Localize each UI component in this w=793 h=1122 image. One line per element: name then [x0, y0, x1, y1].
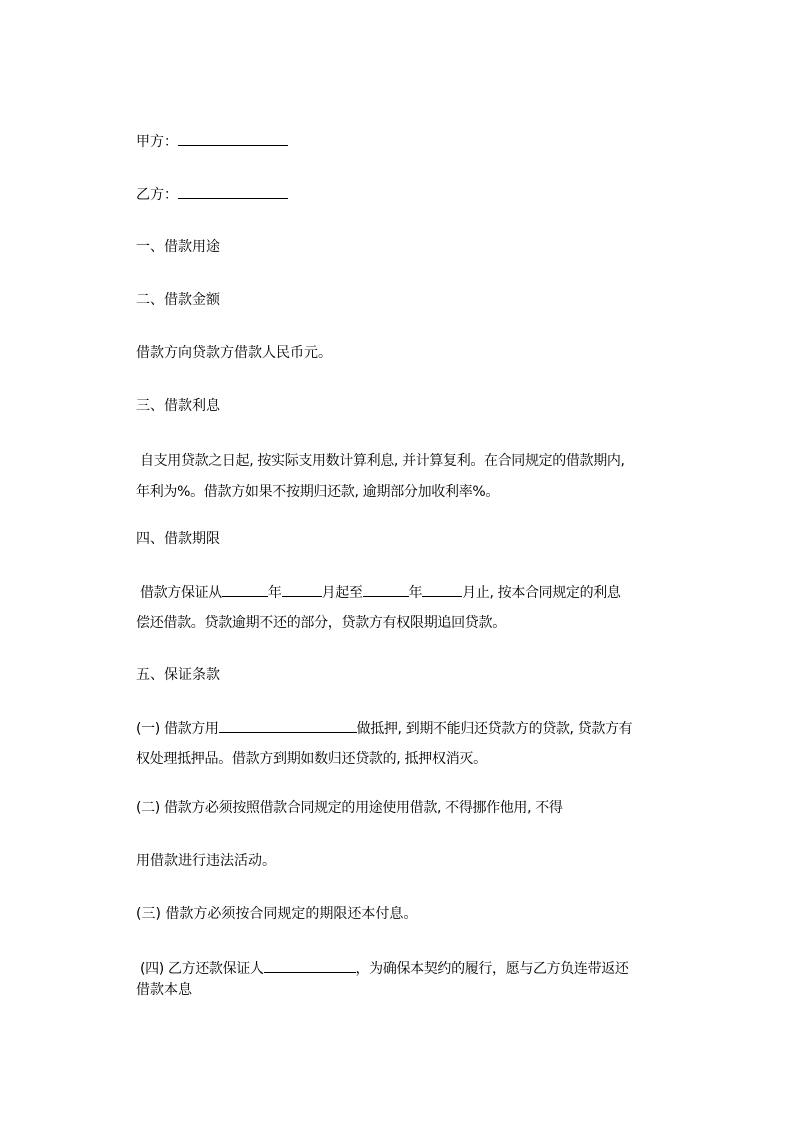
party-a-blank[interactable]: [178, 131, 288, 146]
section-2-heading: 二、借款金额: [136, 292, 220, 308]
year-char-2: 年: [408, 585, 423, 601]
section-4-line-2: 偿还借款。贷款逾期不还的部分，贷款方有权限期追回贷款。: [136, 615, 506, 631]
start-month-blank[interactable]: [282, 582, 322, 597]
section-3-paragraph: [136, 451, 704, 502]
party-a-label: 甲方：: [136, 134, 178, 150]
clause-4-line-1: [136, 958, 704, 978]
term-from-text: 借款方保证从: [140, 585, 222, 601]
end-year-blank[interactable]: [363, 582, 409, 597]
guarantor-blank[interactable]: [264, 958, 356, 973]
section-2-text: 借款方向贷款方借款人民币元。: [136, 345, 332, 361]
party-b-line: [136, 184, 288, 205]
clause-1-line-1: [136, 718, 704, 738]
clause-4-prefix: (四) 乙方还款保证人: [140, 961, 264, 977]
clause-2-line-2: 用借款进行违法活动。: [136, 853, 276, 869]
collateral-blank[interactable]: [219, 718, 357, 733]
section-4-line-1: [136, 582, 704, 602]
clause-2-line-1: (二) 借款方必须按照借款合同规定的用途使用借款, 不得挪作他用, 不得: [136, 800, 563, 816]
clause-1-line-2: 权处理抵押品。借款方到期如数归还贷款的, 抵押权消灭。: [136, 751, 487, 767]
clause-4-suffix: ，为确保本契约的履行，愿与乙方负连带返还: [355, 961, 629, 977]
section-1-heading: 一、借款用途: [136, 239, 220, 255]
start-year-blank[interactable]: [222, 582, 268, 597]
clause-4-paragraph: [136, 958, 704, 1000]
section-4-paragraph: [136, 582, 704, 633]
clause-3-line: (三) 借款方必须按合同规定的期限还本付息。: [136, 906, 418, 922]
month-from-to-text: 月起至: [321, 585, 363, 601]
party-a-line: [136, 131, 288, 152]
section-3-heading: 三、借款利息: [136, 398, 220, 414]
clause-4-line-2: 借款本息: [136, 982, 192, 998]
section-3-line-2: 年利为%。借款方如果不按期归还款, 逾期部分加收利率%。: [136, 484, 500, 500]
year-char-1: 年: [267, 585, 282, 601]
clause-1-paragraph: [136, 718, 704, 769]
party-b-label: 乙方：: [136, 187, 178, 203]
clause-1-prefix: (一) 借款方用: [136, 721, 219, 737]
section-5-heading: 五、保证条款: [136, 667, 220, 683]
section-4-heading: 四、借款期限: [136, 531, 220, 547]
party-b-blank[interactable]: [178, 184, 288, 199]
clause-1-suffix: 做抵押, 到期不能归还贷款方的贷款, 贷款方有: [356, 721, 633, 737]
end-month-blank[interactable]: [422, 582, 462, 597]
term-until-text: 月止, 按本合同规定的利息: [462, 585, 621, 601]
section-3-line-1: 自支用贷款之日起, 按实际支用数计算利息, 并计算复利。在合同规定的借款期内,: [140, 453, 625, 469]
